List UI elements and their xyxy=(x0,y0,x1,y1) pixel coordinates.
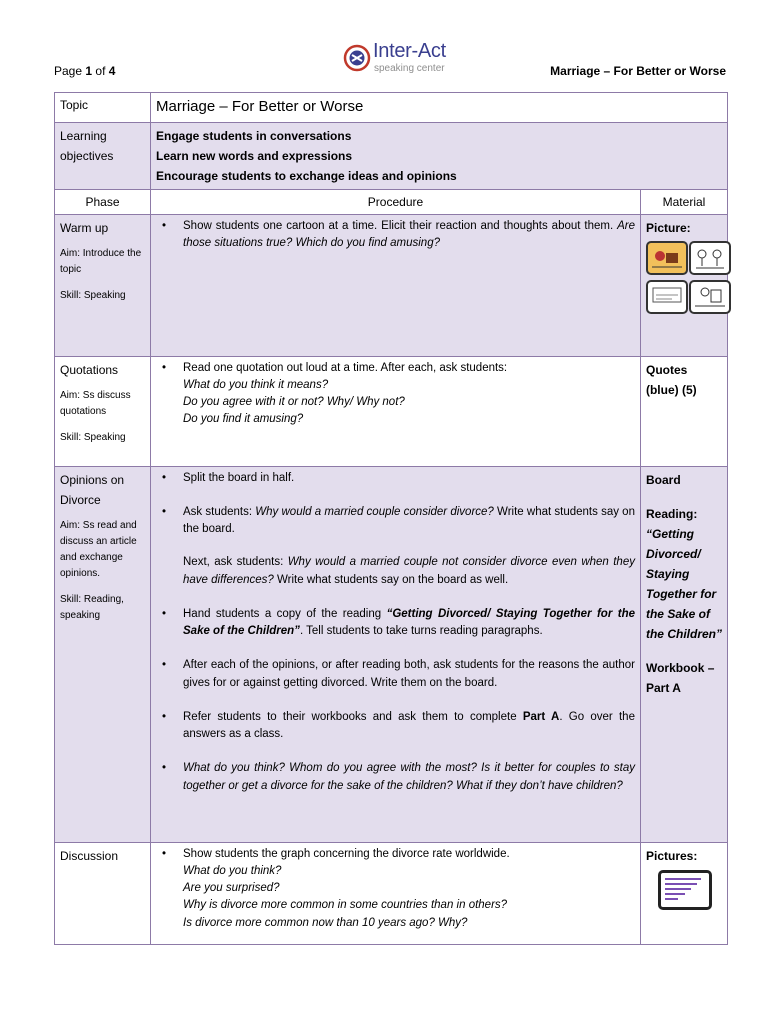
cartoon-thumbnail xyxy=(689,241,731,275)
document-title: Marriage – For Better or Worse xyxy=(550,64,726,78)
warmup-row xyxy=(55,214,728,356)
phase-skill: Skill: Speaking xyxy=(60,289,126,301)
topic-row xyxy=(55,93,728,123)
procedure-item: • After each of the opinions, or after reading both, ask students for the reasons the author gives for or against getting divorced. Write them on the board. xyxy=(156,657,635,692)
objectives-list xyxy=(151,122,728,189)
material-label: Quotes (blue) (5) xyxy=(645,362,697,397)
discussion-row xyxy=(55,842,728,944)
page-of: of xyxy=(95,64,106,78)
material-label: Picture: xyxy=(645,220,691,235)
material-label: Pictures: xyxy=(645,848,698,863)
page-header xyxy=(54,40,726,84)
material-label: Board xyxy=(645,472,681,487)
procedure-column-header: Procedure xyxy=(151,189,641,214)
material-reading-title: “Getting Divorced/ Staying Together for the Sake of the Children” xyxy=(645,526,722,641)
phase-name: Quotations xyxy=(60,362,119,377)
material-cell xyxy=(640,466,727,842)
phase-meta xyxy=(60,388,145,446)
question: What do you think? xyxy=(183,864,282,877)
divorce-graph-thumbnail xyxy=(658,870,712,910)
question: Are you surprised? xyxy=(183,882,280,894)
phase-skill: Skill: Speaking xyxy=(60,431,126,443)
procedure-item: • Show students the graph concerning the divorce rate worldwide. What do you think? Are you surprised? Why is divorce more common in some countries than in others? Is divorce more common now than 10 years ago? Why? xyxy=(156,846,635,932)
logo-subtitle: speaking center xyxy=(374,63,445,74)
logo-name: Inter-Act xyxy=(373,40,446,62)
procedure-item: • Refer students to their workbooks and ask them to complete Part A. Go over the answers as a class. xyxy=(156,709,635,744)
procedure-item: • Hand students a copy of the reading “Getting Divorced/ Staying Together for the Sake of the Children”. Tell students to take turns reading paragraphs. xyxy=(156,606,635,641)
lesson-plan-table xyxy=(54,92,728,945)
topic-value: Marriage – For Better or Worse xyxy=(151,93,728,123)
phase-name: Discussion xyxy=(60,848,119,863)
page-number xyxy=(54,64,115,78)
logo-mark-icon xyxy=(343,44,371,72)
quotations-row xyxy=(55,356,728,466)
procedure-cell xyxy=(151,356,641,466)
cartoon-thumbnails xyxy=(646,241,722,314)
question: Is divorce more common now than 10 years ago? Why? xyxy=(183,916,468,929)
cartoon-thumbnail xyxy=(646,280,688,314)
question: Do you agree with it or not? Why/ Why not? xyxy=(183,396,405,408)
procedure-item: • Split the board in half. xyxy=(156,470,635,487)
phase-column-header: Phase xyxy=(55,189,151,214)
procedure-item: • Read one quotation out loud at a time. After each, ask students: What do you think it means? Do you agree with it or not? Why/ Why not? Do you find it amusing? xyxy=(156,360,635,429)
phase-name: Warm up xyxy=(60,220,109,235)
material-cell xyxy=(640,214,727,356)
procedure-cell xyxy=(151,842,641,944)
phase-skill: Skill: Reading, speaking xyxy=(60,593,124,621)
procedure-item: • Ask students: Why would a married couple consider divorce? Write what students say on the board. Next, ask students: Why would a married couple not consider divorce even when they have differences? Write what students say on the board as well. xyxy=(156,504,635,589)
objective-item: Encourage students to exchange ideas and opinions xyxy=(156,168,457,183)
phase-aim: Aim: Introduce the topic xyxy=(60,247,142,275)
material-cell xyxy=(640,842,727,944)
objective-item: Engage students in conversations xyxy=(156,128,352,143)
phase-cell xyxy=(55,214,151,356)
page-total: 4 xyxy=(108,64,116,78)
inter-act-logo xyxy=(343,40,473,80)
material-column-header: Material xyxy=(640,189,727,214)
phase-cell xyxy=(55,466,151,842)
procedure-cell xyxy=(151,214,641,356)
question: Why is divorce more common in some countries than in others? xyxy=(183,899,508,912)
phase-cell xyxy=(55,842,151,944)
phase-meta xyxy=(60,246,145,304)
phase-aim: Aim: Ss discuss quotations xyxy=(60,389,131,417)
objectives-label: Learning objectives xyxy=(55,122,151,189)
cartoon-thumbnail xyxy=(689,280,731,314)
phase-cell xyxy=(55,356,151,466)
procedure-item: • Show students one cartoon at a time. Elicit their reaction and thoughts about them. Are those situations true? Which do you find amusing? xyxy=(156,218,635,253)
material-label: Workbook – Part A xyxy=(645,660,715,695)
material-label: Reading: xyxy=(645,506,698,521)
phase-name: Opinions on Divorce xyxy=(60,472,125,507)
topic-label: Topic xyxy=(55,93,151,123)
page-prefix: Page xyxy=(54,64,83,78)
objectives-row xyxy=(55,122,728,189)
divorce-row xyxy=(55,466,728,842)
objective-item: Learn new words and expressions xyxy=(156,148,353,163)
cartoon-thumbnail xyxy=(646,241,688,275)
procedure-cell xyxy=(151,466,641,842)
page-current: 1 xyxy=(85,64,93,78)
question: What do you think it means? xyxy=(183,378,329,391)
phase-aim: Aim: Ss read and discuss an article and exchange opinions. xyxy=(60,519,137,579)
phase-meta xyxy=(60,518,145,624)
material-cell xyxy=(640,356,727,466)
procedure-item: • What do you think? Whom do you agree with the most? Is it better for couples to stay together or get a divorce for the sake of the children? What if they don’t have children? xyxy=(156,760,635,795)
column-header-row xyxy=(55,189,728,214)
question: Do you find it amusing? xyxy=(183,413,304,426)
